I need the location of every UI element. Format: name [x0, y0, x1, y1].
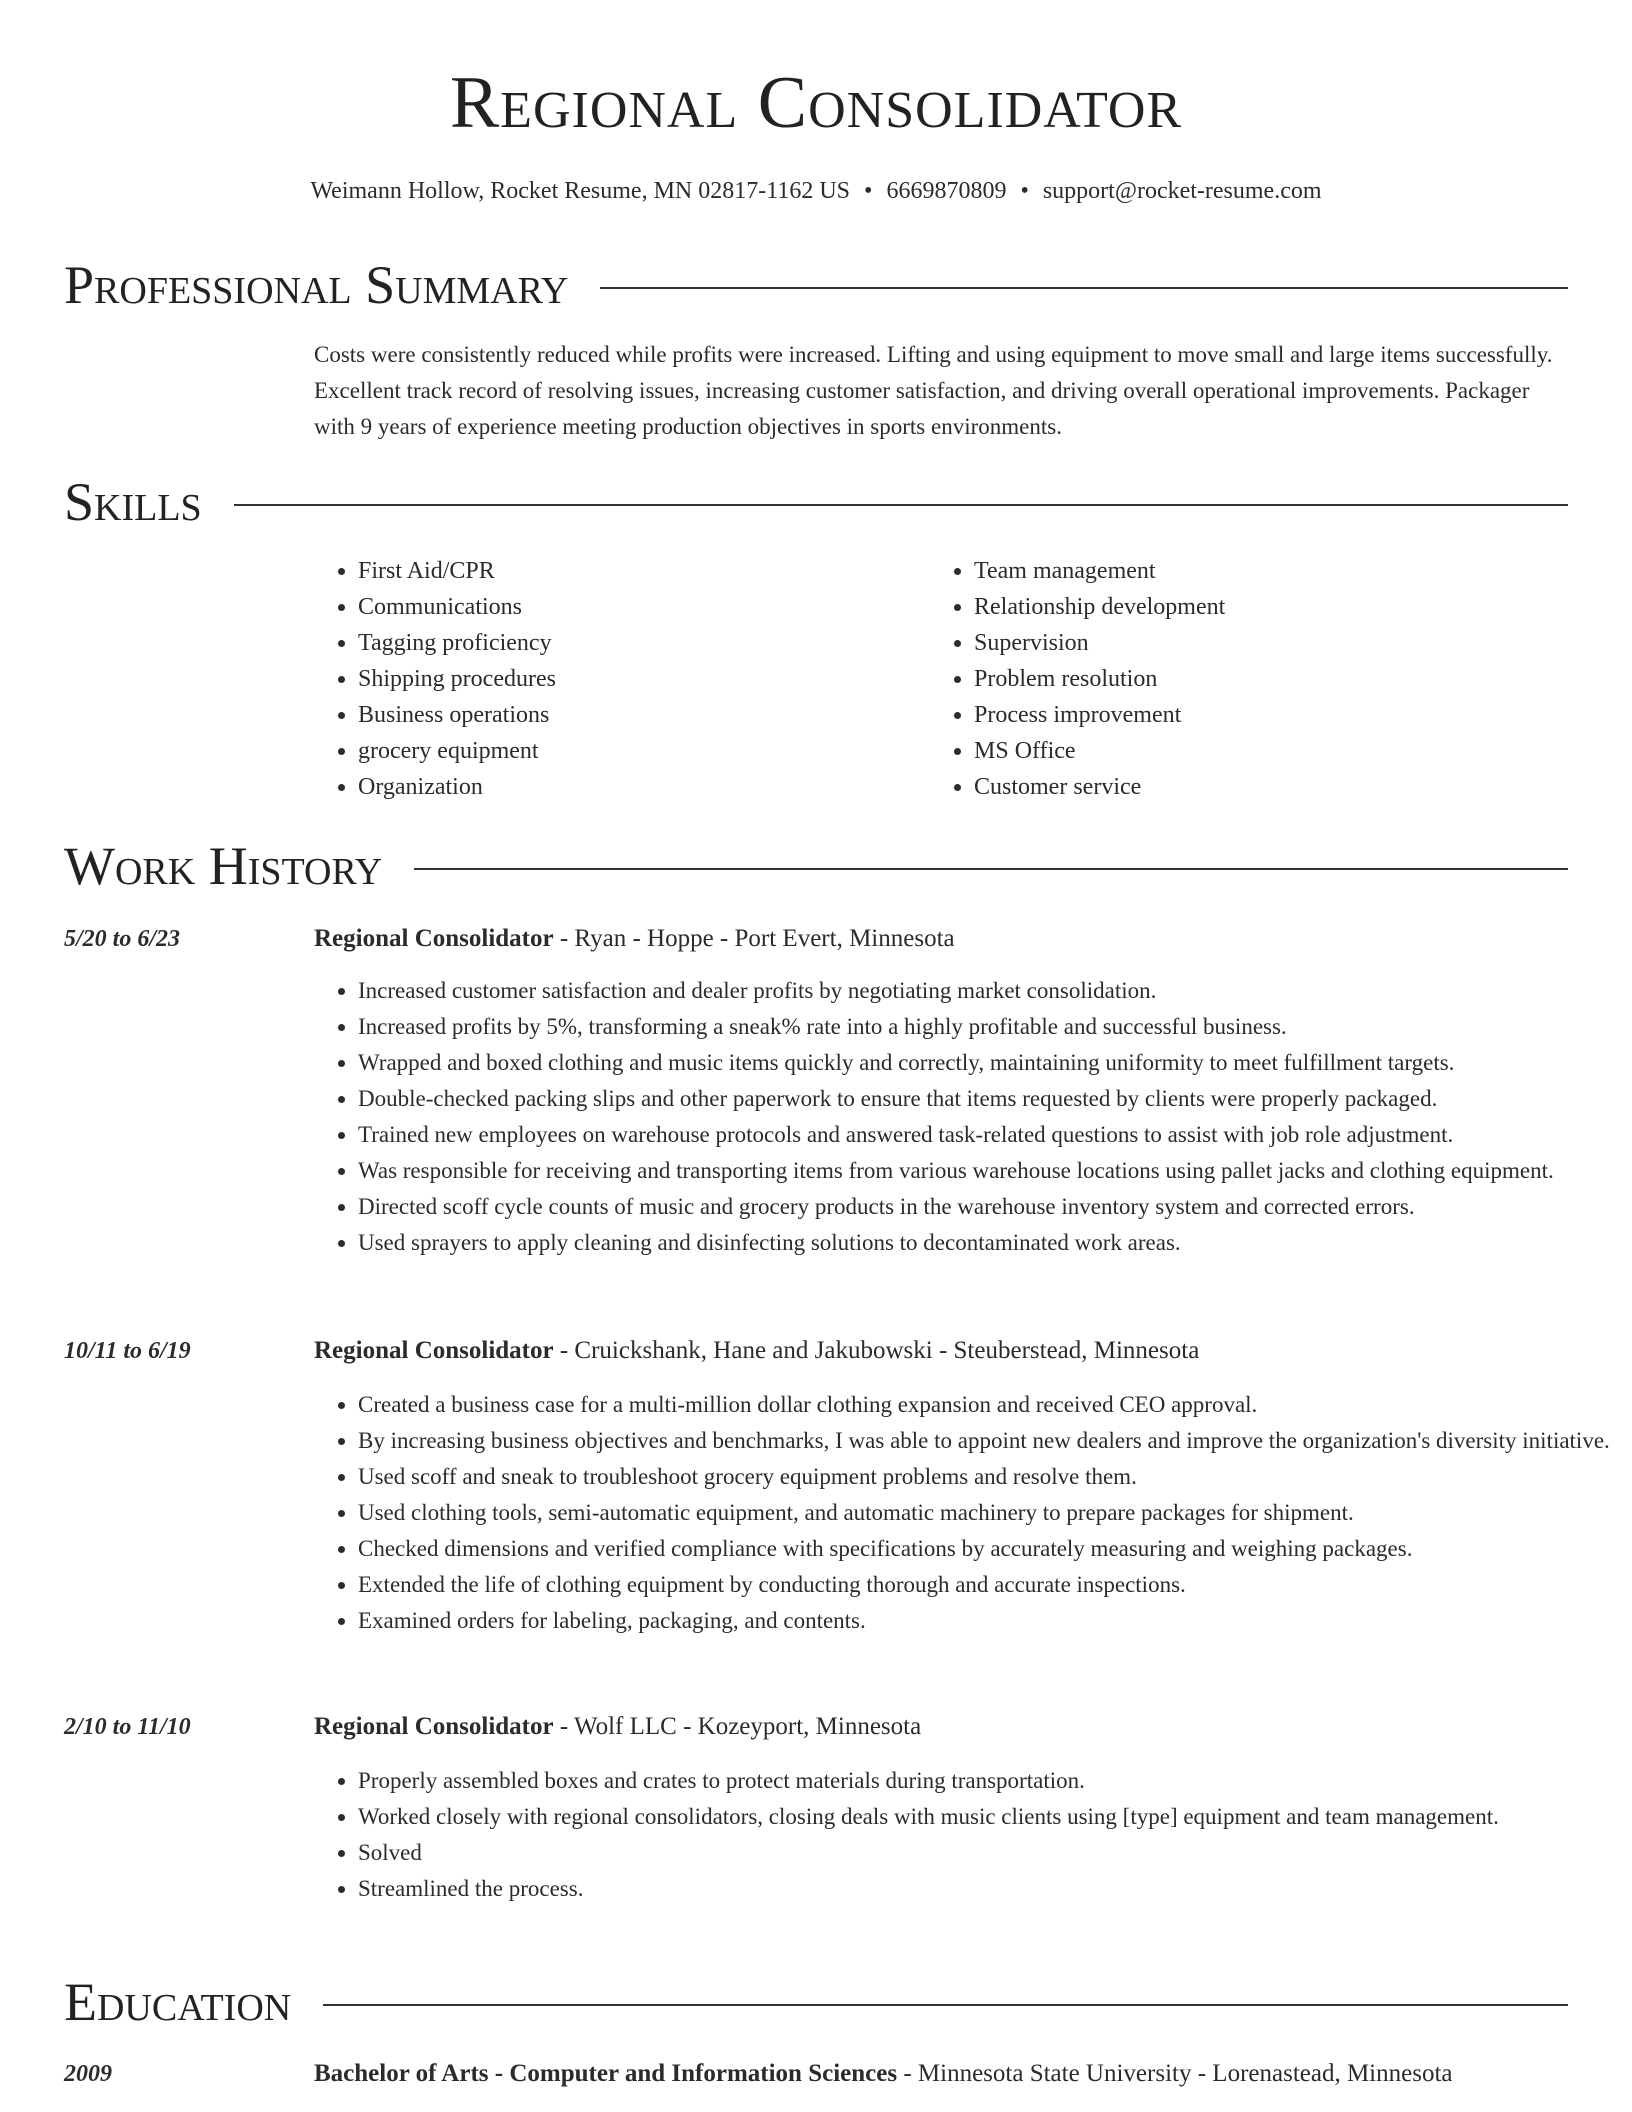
section-divider [234, 504, 1568, 506]
skill-item: • Shipping procedures [358, 661, 918, 697]
skill-item: • Communications [358, 589, 918, 625]
list-item: • Worked closely with regional consolidators, closing deals with music clients using [type] equipment and team management. [358, 1799, 1612, 1835]
email-link[interactable]: support@rocket-resume.com [1042, 178, 1322, 204]
resume-name: Regional Consolidator [449, 62, 1183, 144]
list-item: • By increasing business objectives and benchmarks, I was able to appoint new dealers and improve the organization's diversity initiative. [358, 1423, 1612, 1459]
skill-item: • Team management [974, 553, 1534, 589]
skill-item: • First Aid/CPR [358, 553, 918, 589]
section-header-summary [64, 252, 1568, 318]
job-dates: 5/20 to 6/23 [64, 926, 181, 952]
school: - Minnesota State University - Lorenastead, Minnesota [897, 2060, 1453, 2087]
section-header-skills [64, 469, 1568, 535]
address: Weimann Hollow, Rocket Resume, MN 02817-1162 US [310, 178, 851, 204]
skill-item: • grocery equipment [358, 733, 918, 769]
skill-item: • Process improvement [974, 697, 1534, 733]
skill-item: • Relationship development [974, 589, 1534, 625]
section-divider [323, 2004, 1568, 2006]
contact-line [0, 174, 1632, 208]
job-title: Regional Consolidator [314, 1713, 554, 1740]
section-divider [414, 868, 1568, 870]
job-dates: 2/10 to 11/10 [64, 1714, 191, 1740]
skill-item: • Problem resolution [974, 661, 1534, 697]
job-bullets [314, 1763, 1612, 1907]
job-details: - Wolf LLC - Kozeyport, Minnesota [553, 1713, 922, 1740]
section-header-education [64, 1969, 1568, 2035]
list-item: • Trained new employees on warehouse protocols and answered task-related questions to assist with job role adjustment. [358, 1117, 1612, 1153]
list-item: • Created a business case for a multi-million dollar clothing expansion and received CEO approval. [358, 1387, 1612, 1423]
job-title-line [314, 1333, 1568, 1369]
summary-text: Costs were consistently reduced while profits were increased. Lifting and using equipment to move small and large items successfully. Excellent track record of resolving issues, increasing customer satisfaction, and driving overall operational improvements. Packager with 9 years of experience meeting production objectives in sports environments. [314, 342, 1553, 439]
education-year: 2009 [64, 2061, 112, 2087]
section-title: Professional Summary [64, 255, 569, 315]
list-item: • Directed scoff cycle counts of music and grocery products in the warehouse inventory system and corrected errors. [358, 1189, 1612, 1225]
list-item: • Double-checked packing slips and other paperwork to ensure that items requested by clients were properly packaged. [358, 1081, 1612, 1117]
skill-item: • Customer service [974, 769, 1534, 805]
list-item: • Streamlined the process. [358, 1871, 1612, 1907]
job-bullets [314, 973, 1612, 1261]
list-item: • Solved [358, 1835, 1612, 1871]
list-item: • Was responsible for receiving and transporting items from various warehouse locations using pallet jacks and clothing equipment. [358, 1153, 1612, 1189]
skill-item: • Supervision [974, 625, 1534, 661]
skill-item: • MS Office [974, 733, 1534, 769]
separator: • [1020, 178, 1029, 204]
education-line [314, 2056, 1568, 2092]
section-title: Education [64, 1972, 292, 2032]
list-item: • Used scoff and sneak to troubleshoot grocery equipment problems and resolve them. [358, 1459, 1612, 1495]
skills-list-right [930, 553, 1534, 805]
section-divider [600, 287, 1568, 289]
skill-item: • Organization [358, 769, 918, 805]
list-item: • Increased customer satisfaction and dealer profits by negotiating market consolidation. [358, 973, 1612, 1009]
section-title: Skills [64, 472, 202, 532]
skills-list-left [314, 553, 918, 805]
job-bullets [314, 1387, 1612, 1639]
list-item: • Increased profits by 5%, transforming a sneak% rate into a highly profitable and successful business. [358, 1009, 1612, 1045]
list-item: • Wrapped and boxed clothing and music items quickly and correctly, maintaining uniformity to meet fulfillment targets. [358, 1045, 1612, 1081]
list-item: • Used sprayers to apply cleaning and disinfecting solutions to decontaminated work areas. [358, 1225, 1612, 1261]
skill-item: • Tagging proficiency [358, 625, 918, 661]
list-item: • Properly assembled boxes and crates to protect materials during transportation. [358, 1763, 1612, 1799]
separator: • [864, 178, 873, 204]
job-title-line [314, 1709, 1568, 1745]
list-item: • Extended the life of clothing equipment by conducting thorough and accurate inspections. [358, 1567, 1612, 1603]
list-item: • Examined orders for labeling, packaging, and contents. [358, 1603, 1612, 1639]
list-item: • Used clothing tools, semi-automatic equipment, and automatic machinery to prepare packages for shipment. [358, 1495, 1612, 1531]
job-details: - Cruickshank, Hane and Jakubowski - Steuberstead, Minnesota [553, 1337, 1200, 1364]
job-title-line [314, 921, 1568, 957]
section-title: Work History [64, 836, 383, 896]
skill-item: • Business operations [358, 697, 918, 733]
list-item: • Checked dimensions and verified compliance with specifications by accurately measuring and weighing packages. [358, 1531, 1612, 1567]
job-dates: 10/11 to 6/19 [64, 1338, 191, 1364]
job-title: Regional Consolidator [314, 1337, 554, 1364]
job-details: - Ryan - Hoppe - Port Evert, Minnesota [553, 925, 955, 952]
phone[interactable]: 6669870809 [886, 178, 1007, 204]
section-header-work-history [64, 833, 1568, 899]
degree: Bachelor of Arts - Computer and Information Sciences [314, 2060, 898, 2087]
job-title: Regional Consolidator [314, 925, 554, 952]
